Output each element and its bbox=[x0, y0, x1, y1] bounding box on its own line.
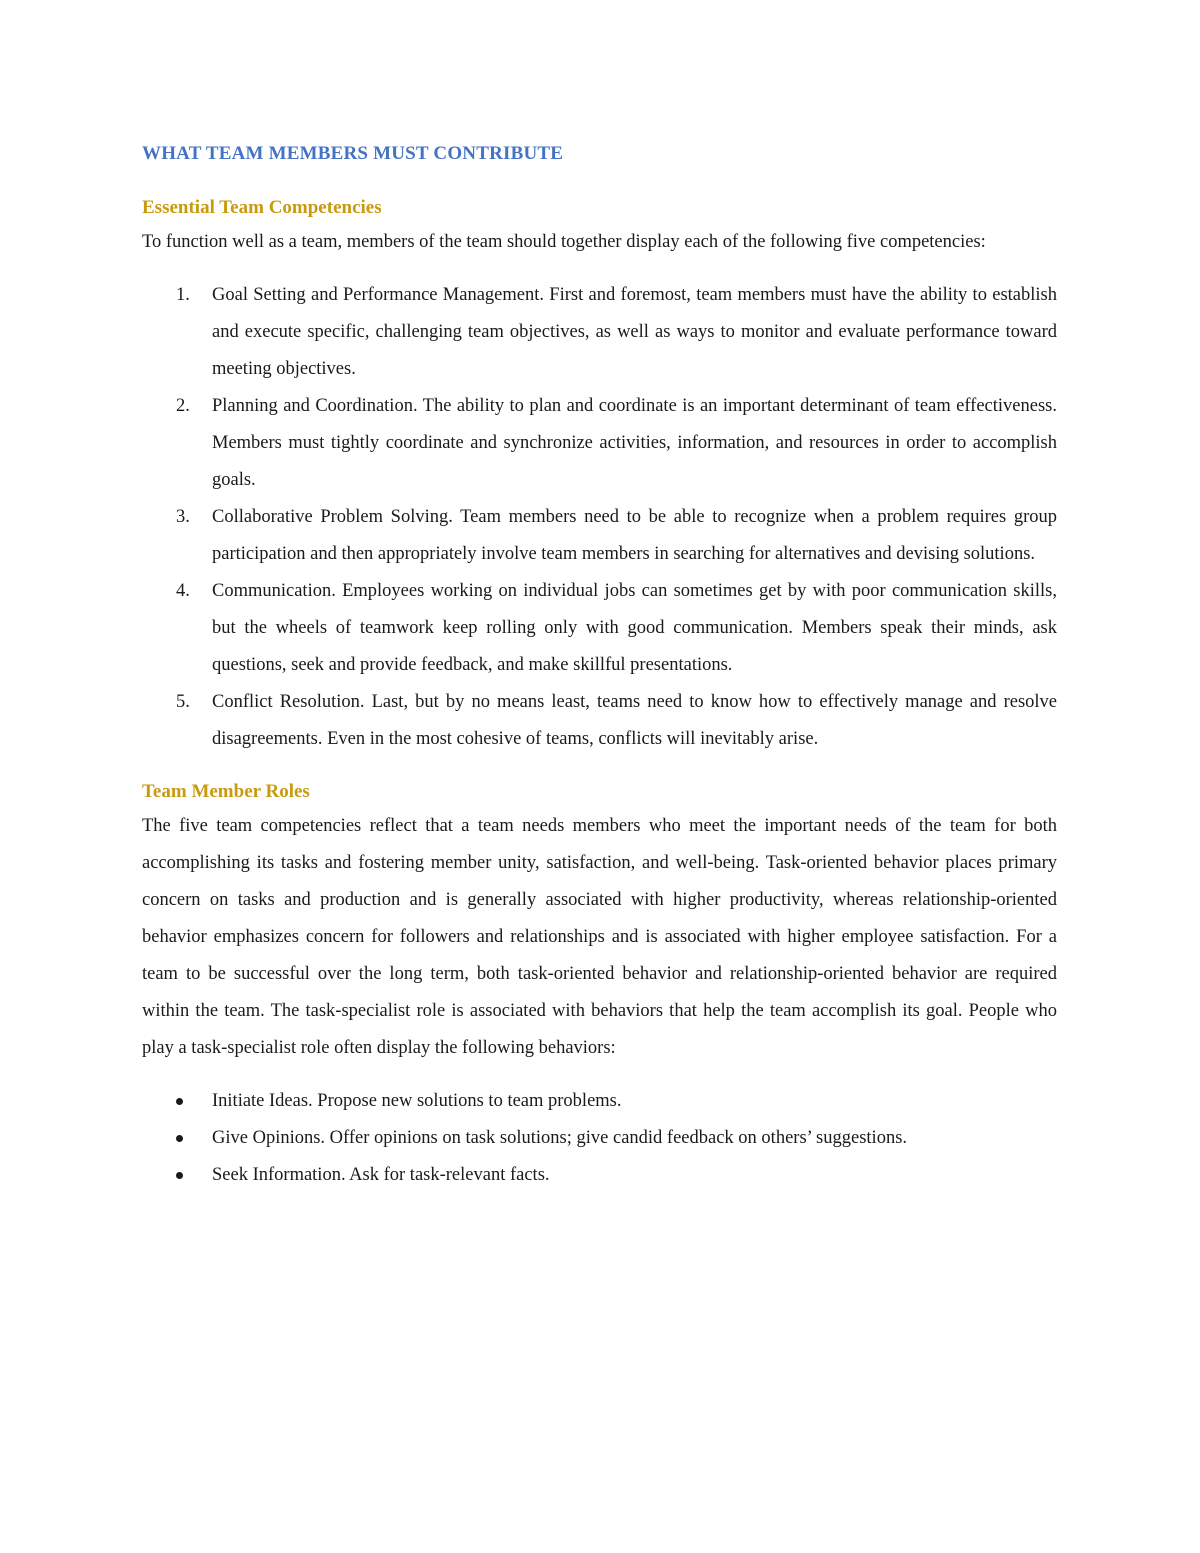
list-number: 5. bbox=[176, 692, 190, 712]
list-number: 1. bbox=[176, 285, 190, 305]
competency-list bbox=[142, 277, 1057, 758]
roles-paragraph: The five team competencies reflect that a team needs members who meet the important needs of the team for both accomplishing its tasks and fostering member unity, satisfaction, and well-being. Task-oriented behavior places primary concern on tasks and production and is generally associated with higher productivity, whereas relationship-oriented behavior emphasizes concern for followers and relationships and is associated with higher employee satisfaction. For a team to be successful over the long term, both task-oriented behavior and relationship-oriented behavior are required within the team. The task-specialist role is associated with behaviors that help the team accomplish its goal. People who play a task-specialist role often display the following behaviors: bbox=[142, 816, 1057, 1058]
list-item bbox=[142, 1083, 1057, 1120]
list-number: 4. bbox=[176, 581, 190, 601]
list-number: 3. bbox=[176, 507, 190, 527]
list-item-text: Give Opinions. Offer opinions on task solutions; give candid feedback on others’ suggestions. bbox=[212, 1128, 908, 1148]
document-title: WHAT TEAM MEMBERS MUST CONTRIBUTE bbox=[142, 143, 564, 164]
list-item bbox=[142, 388, 1057, 499]
bullet-icon bbox=[176, 1135, 183, 1142]
behavior-list bbox=[142, 1083, 1057, 1194]
list-item bbox=[142, 1120, 1057, 1157]
intro-paragraph: To function well as a team, members of the team should together display each of the following five competencies: bbox=[142, 232, 986, 252]
list-item-text: Initiate Ideas. Propose new solutions to team problems. bbox=[212, 1091, 622, 1111]
list-item bbox=[142, 573, 1057, 684]
list-item-text: Planning and Coordination. The ability to plan and coordinate is an important determinant of team effectiveness. Members must tightly coordinate and synchronize activities, information, and resources in order to accomplish goals. bbox=[212, 396, 1057, 490]
section-heading-team-member-roles: Team Member Roles bbox=[142, 781, 310, 802]
list-item-text: Seek Information. Ask for task-relevant facts. bbox=[212, 1165, 550, 1185]
list-item bbox=[142, 499, 1057, 573]
list-item bbox=[142, 277, 1057, 388]
document-page bbox=[142, 138, 1057, 1194]
bullet-icon bbox=[176, 1172, 183, 1179]
section-heading-essential-competencies: Essential Team Competencies bbox=[142, 197, 382, 218]
list-item-text: Conflict Resolution. Last, but by no means least, teams need to know how to effectively manage and resolve disagreements. Even in the most cohesive of teams, conflicts will inevitably arise. bbox=[212, 692, 1057, 749]
list-item bbox=[142, 1157, 1057, 1194]
list-item-text: Collaborative Problem Solving. Team members need to be able to recognize when a problem requires group participation and then appropriately involve team members in searching for alternatives and devising solutions. bbox=[212, 507, 1057, 564]
list-item bbox=[142, 684, 1057, 758]
list-item-text: Goal Setting and Performance Management. First and foremost, team members must have the ability to establish and execute specific, challenging team objectives, as well as ways to monitor and evaluate performance toward meeting objectives. bbox=[212, 285, 1057, 379]
list-number: 2. bbox=[176, 396, 190, 416]
bullet-icon bbox=[176, 1098, 183, 1105]
list-item-text: Communication. Employees working on individual jobs can sometimes get by with poor communication skills, but the wheels of teamwork keep rolling only with good communication. Members speak their minds, ask questions, seek and provide feedback, and make skillful presentations. bbox=[212, 581, 1057, 675]
